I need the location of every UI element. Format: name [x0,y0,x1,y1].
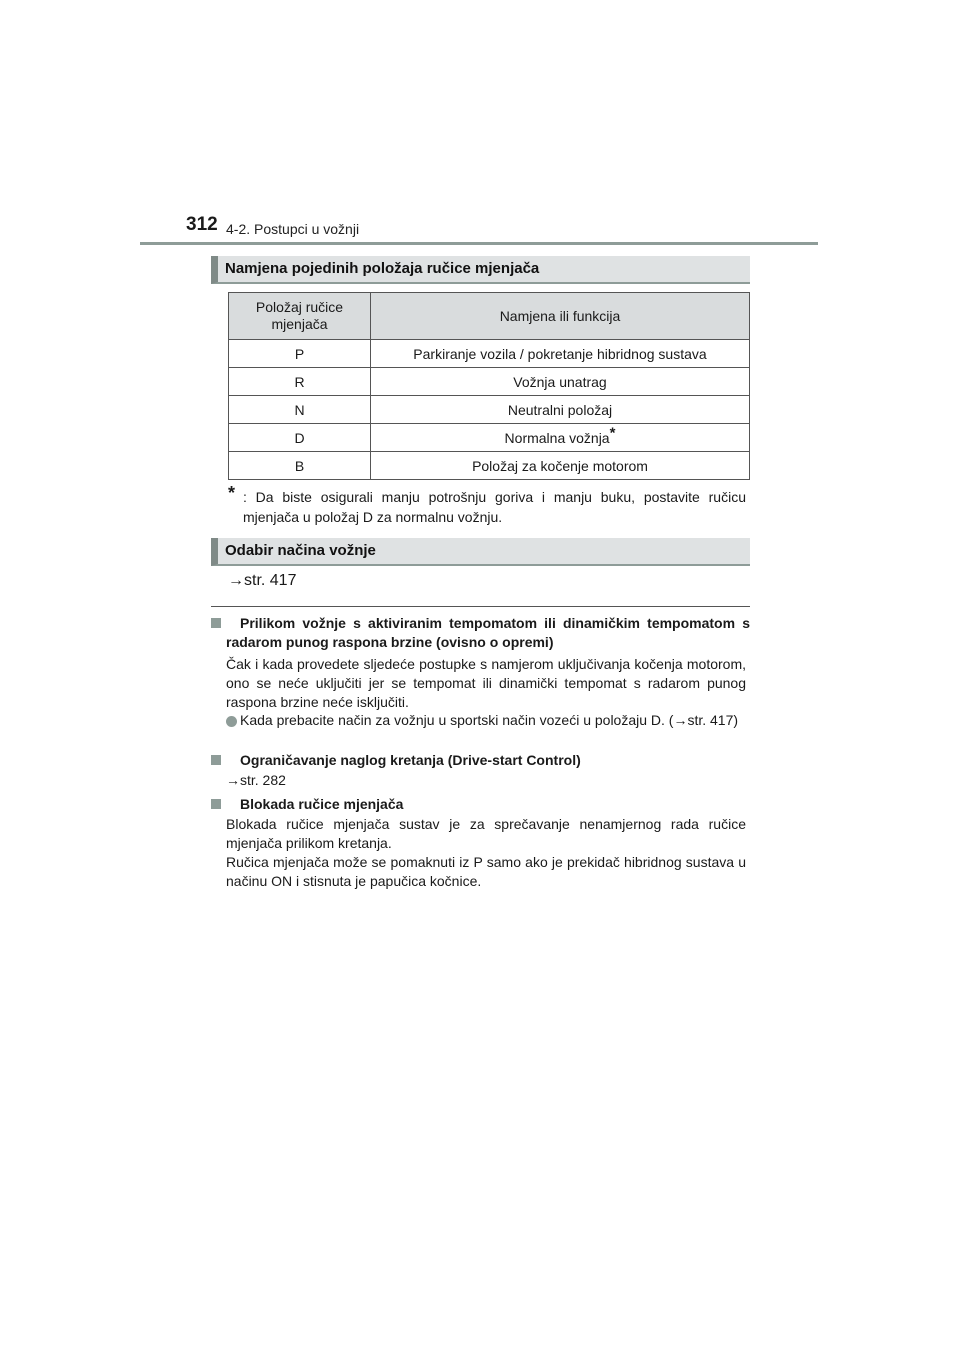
footnote-text: : Da biste osigurali manju potrošnju goriva i manju buku, postavite ručicu mjenjača u položaj D za normalnu vožnju. [243,489,746,525]
table-cell-function: Neutralni položaj [371,396,750,424]
section-divider [211,606,750,607]
table-cell-function [371,424,750,452]
table-cell-function: Položaj za kočenje motorom [371,452,750,480]
note-bullet-sport-mode: Kada prebacite način za vožnju u sportski način vozeći u položaju D. (→str. 417) [240,712,739,728]
page-number: 312 [186,214,218,235]
table-cell-position: N [229,396,371,424]
square-bullet-icon [211,799,221,809]
function-text: Normalna vožnja [504,429,610,446]
section-heading-gear-positions: Namjena pojedinih položaja ručice mjenjača [211,256,750,284]
table-row [229,396,750,424]
table-row [229,424,750,452]
square-bullet-icon [211,618,221,628]
note-text-shift-lock-2: Ručica mjenjača može se pomaknuti iz P samo ako je prekidač hibridnog sustava u načinu ON i stisnuta je papučica kočnice. [226,854,746,889]
note-title-shift-lock: Blokada ručice mjenjača [240,796,404,812]
page-reference-link[interactable]: →str. 282 [226,772,286,788]
table-cell-function: Vožnja unatrag [371,368,750,396]
table-footnote [228,483,746,527]
table-row [229,452,750,480]
table-cell-position: B [229,452,371,480]
page-reference-link[interactable]: →str. 417 [228,572,297,589]
footnote-asterisk: * [609,423,616,441]
section-heading-drive-mode: Odabir načina vožnje [211,538,750,566]
table-cell-function: Parkiranje vozila / pokretanje hibridnog sustava [371,340,750,368]
table-cell-position: D [229,424,371,452]
table-row [229,368,750,396]
note-text-shift-lock-1: Blokada ručice mjenjača sustav je za sprečavanje nenamjernog rada ručice mjenjača prilikom kretanja. [226,816,746,851]
table-cell-position: P [229,340,371,368]
chapter-title: 4-2. Postupci u vožnji [226,221,360,237]
note-title-drive-start-control: Ograničavanje naglog kretanja (Drive-start Control) [240,752,581,768]
footnote-marker: * [228,483,236,503]
table-header-position: Položaj ručice mjenjača [229,293,371,340]
table-cell-position: R [229,368,371,396]
square-bullet-icon [211,755,221,765]
table-header-function: Namjena ili funkcija [371,293,750,340]
table-row [229,340,750,368]
note-title-cruise-control: Prilikom vožnje s aktiviranim tempomatom ili dinamičkim tempomatom s radarom punog raspona brzine (ovisno o opremi) [226,615,750,650]
note-text-cruise-control: Čak i kada provedete sljedeće postupke s namjerom uključivanja kočenja motorom, ono se neće uključiti jer se tempomat ili dinamički tempomat s radarom punog raspona brzine neće isključiti. [226,656,746,710]
table-header-row [229,293,750,340]
gear-position-table [228,292,750,480]
header-rule [140,242,818,245]
